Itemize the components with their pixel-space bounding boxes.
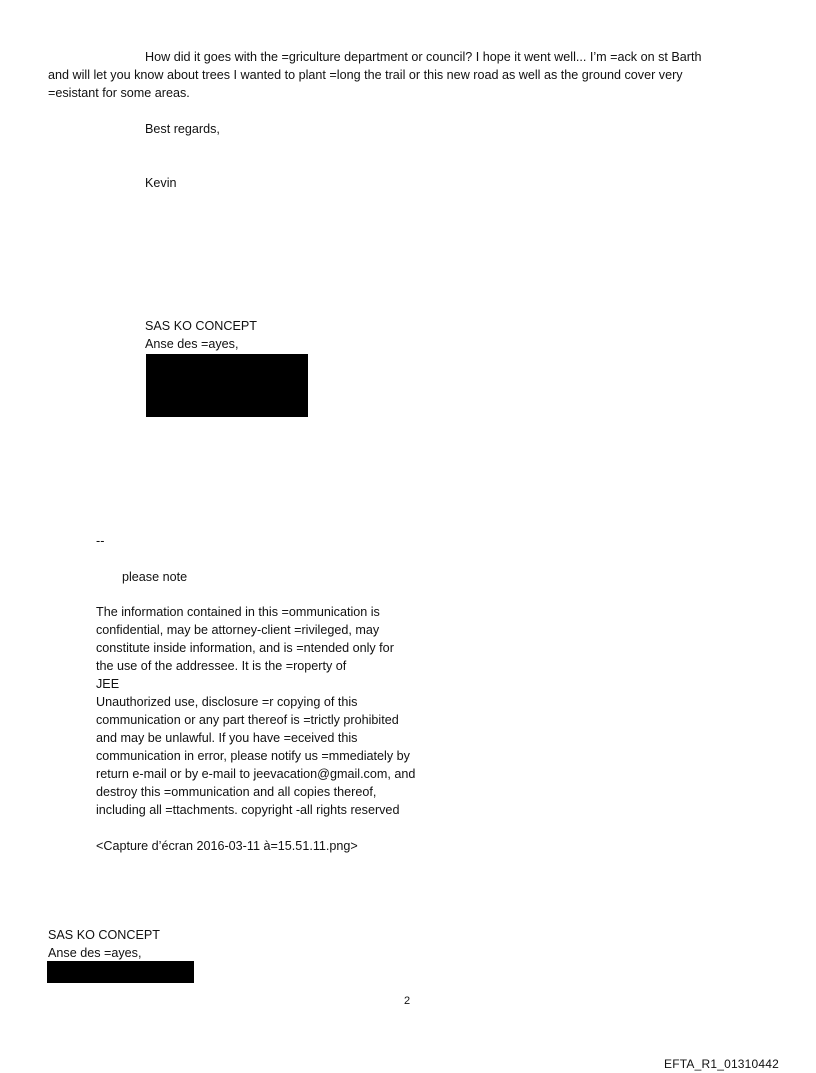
notice-line: Unauthorized use, disclosure =r copying of this	[96, 695, 358, 709]
notice-line: including all =ttachments. copyright -all rights reserved	[96, 803, 400, 817]
redaction-box-2	[47, 961, 194, 983]
notice-line: confidential, may be attorney-client =rivileged, may	[96, 623, 380, 637]
sender-name: Kevin	[145, 176, 177, 190]
redaction-box	[146, 354, 308, 417]
notice-line: the use of the addressee. It is the =roperty of	[96, 659, 347, 673]
notice-line: communication or any part thereof is =trictly prohibited	[96, 713, 399, 727]
signature-address: Anse des =ayes,	[145, 337, 239, 351]
page-number: 2	[404, 995, 411, 1007]
notice-line: JEE	[96, 677, 120, 691]
signature-company: SAS KO CONCEPT	[145, 319, 257, 333]
notice-line: return e-mail or by e-mail to jeevacation@gmail.com, and	[96, 767, 416, 781]
notice-body	[96, 603, 415, 819]
notice-line: and may be unlawful. If you have =eceived this	[96, 731, 358, 745]
notice-line: The information contained in this =ommunication is	[96, 605, 380, 619]
signature-company-2: SAS KO CONCEPT	[48, 928, 160, 942]
closing: Best regards,	[145, 122, 220, 136]
attachment-reference: <Capture d’écran 2016-03-11 à=15.51.11.png>	[96, 839, 358, 853]
intro-line-2: and will let you know about trees I wanted to plant =long the trail or this new road as well as the ground cover very	[48, 68, 683, 82]
document-id: EFTA_R1_01310442	[664, 1057, 780, 1071]
notice-line: constitute inside information, and is =ntended only for	[96, 641, 394, 655]
intro-line-1: How did it goes with the =griculture department or council? I hope it went well... I’m =ack on st Barth	[145, 50, 702, 64]
notice-line: communication in error, please notify us =mmediately by	[96, 749, 410, 763]
signature-address-2: Anse des =ayes,	[48, 946, 142, 960]
notice-line: destroy this =ommunication and all copies thereof,	[96, 785, 377, 799]
notice-heading: please note	[122, 570, 188, 584]
separator: --	[96, 534, 105, 548]
intro-line-3: =esistant for some areas.	[48, 86, 190, 100]
